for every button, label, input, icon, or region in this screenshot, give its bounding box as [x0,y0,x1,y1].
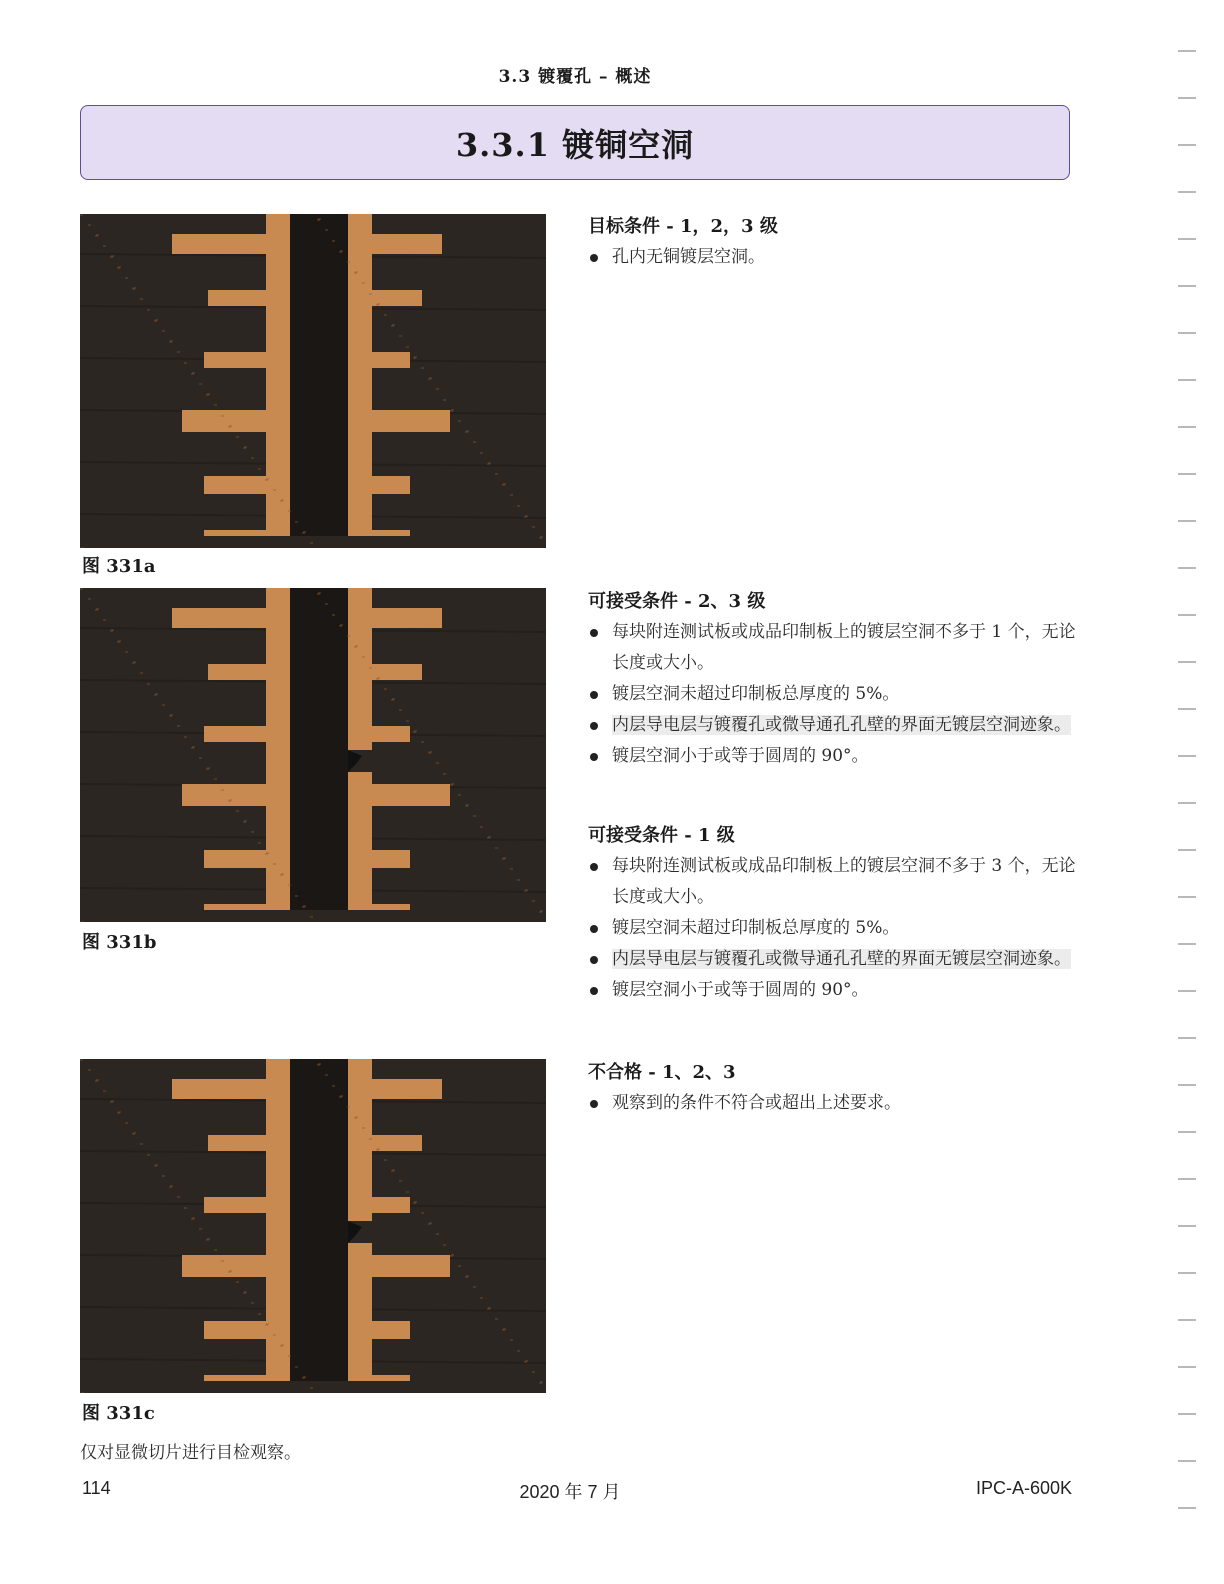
texture-speckle [221,415,224,417]
texture-speckle [214,1249,217,1251]
texture-speckle [540,536,543,538]
figure-caption-331a: 图 331a [82,556,156,577]
texture-speckle [466,804,469,806]
hole-interior [290,1059,348,1381]
texture-speckle [199,383,202,385]
texture-speckle [244,820,247,822]
texture-speckle [155,319,158,321]
hole-interior [290,214,348,536]
texture-speckle [480,1297,483,1299]
section-title-box [80,105,1070,180]
texture-speckle [281,873,284,875]
texture-speckle [340,250,343,252]
edge-mark [1178,332,1196,334]
texture-speckle [295,1366,298,1368]
acceptable-1-title: 可接受条件 - 1 级 [588,825,735,846]
texture-speckle [384,1159,387,1161]
barrel-wall-right [348,214,372,536]
texture-speckle [332,240,335,242]
texture-speckle [362,282,365,284]
texture-speckle [429,1222,432,1224]
edge-mark [1178,661,1196,663]
texture-speckle [155,693,158,695]
texture-speckle [392,1169,395,1171]
texture-speckle [429,751,432,753]
texture-speckle [310,1387,313,1389]
texture-speckle [258,842,261,844]
texture-speckle [147,1154,150,1156]
texture-speckle [510,494,513,496]
acceptable-1-item: 每块附连测试板或成品印制板上的镀层空洞不多于 3 个，无论长度或大小。 [588,851,1078,913]
texture-speckle [140,298,143,300]
barrel-wall-left [266,214,290,536]
texture-speckle [281,1344,284,1346]
texture-speckle [362,1127,365,1129]
texture-speckle [325,1074,328,1076]
texture-speckle [303,531,306,533]
texture-speckle [170,714,173,716]
texture-speckle [436,388,439,390]
texture-speckle [88,598,91,600]
texture-speckle [199,1228,202,1230]
texture-speckle [325,229,328,231]
copper-layer-right [360,608,442,628]
inspection-note: 仅对显微切片进行目检观察。 [80,1443,301,1463]
texture-speckle [495,1318,498,1320]
edge-mark [1178,990,1196,992]
texture-speckle [421,1212,424,1214]
section-title: 3.3.1 镀铜空洞 [455,125,695,164]
texture-speckle [384,688,387,690]
texture-speckle [347,261,350,263]
texture-speckle [118,266,121,268]
acceptable-1-item [588,944,1078,975]
texture-speckle [81,547,84,548]
texture-speckle [347,635,350,637]
edge-mark [1178,1178,1196,1180]
texture-speckle [96,234,99,236]
texture-speckle [162,330,165,332]
edge-mark [1178,97,1196,99]
texture-speckle [458,420,461,422]
texture-speckle [466,1275,469,1277]
texture-speckle [532,900,535,902]
texture-speckle [170,1185,173,1187]
texture-speckle [466,430,469,432]
texture-speckle [118,640,121,642]
texture-speckle [436,762,439,764]
edge-mark [1178,896,1196,898]
texture-speckle [96,608,99,610]
page-number: 114 [82,1478,111,1498]
texture-speckle [399,709,402,711]
texture-speckle [266,852,269,854]
texture-speckle [510,1339,513,1341]
highlighted-text: 内层导电层与镀覆孔或微导通孔孔壁的界面无镀层空洞迹象。 [612,949,1071,969]
texture-speckle [443,773,446,775]
micro-section-svg [80,588,546,922]
texture-speckle [355,1116,358,1118]
texture-speckle [473,441,476,443]
texture-speckle [421,367,424,369]
texture-speckle [473,1286,476,1288]
edge-mark [1178,1319,1196,1321]
highlighted-text: 内层导电层与镀覆孔或微导通孔孔壁的界面无镀层空洞迹象。 [612,715,1071,735]
texture-speckle [295,895,298,897]
edge-mark [1178,144,1196,146]
texture-speckle [184,1207,187,1209]
texture-speckle [451,409,454,411]
texture-speckle [495,473,498,475]
texture-speckle [266,478,269,480]
edge-mark [1178,708,1196,710]
nonconforming-block [588,1058,1078,1119]
edge-mark [1178,802,1196,804]
texture-speckle [429,377,432,379]
edge-mark [1178,520,1196,522]
micro-section-svg [80,1059,546,1393]
texture-speckle [236,436,239,438]
texture-speckle [406,346,409,348]
texture-speckle [80,1059,83,1061]
texture-speckle [332,1085,335,1087]
texture-speckle [369,293,372,295]
edge-mark [1178,473,1196,475]
nonconforming-title: 不合格 - 1、2、3 [588,1062,736,1083]
texture-speckle [303,1376,306,1378]
texture-speckle [399,335,402,337]
barrel-wall-right-lower [348,772,372,910]
texture-speckle [199,757,202,759]
edge-mark [1178,614,1196,616]
copper-layer-right [360,1255,450,1277]
texture-speckle [443,399,446,401]
texture-speckle [525,889,528,891]
document-id: IPC-A-600K [975,1478,1072,1498]
copper-layer-right [360,410,450,432]
texture-speckle [88,224,91,226]
page-edge-marks [1178,40,1198,1540]
texture-speckle [81,1392,84,1393]
footer-date: 2020 年 7 月 [519,1482,621,1502]
edge-mark [1178,1084,1196,1086]
figure-331a-image [80,214,546,548]
texture-speckle [155,1164,158,1166]
texture-speckle [103,245,106,247]
texture-speckle [184,736,187,738]
texture-speckle [162,1175,165,1177]
texture-speckle [251,1302,254,1304]
texture-speckle [207,393,210,395]
texture-speckle [525,1360,528,1362]
texture-speckle [473,815,476,817]
texture-speckle [406,720,409,722]
edge-mark [1178,1131,1196,1133]
texture-speckle [414,730,417,732]
barrel-wall-left [266,588,290,910]
edge-mark [1178,50,1196,52]
edge-mark [1178,1272,1196,1274]
texture-speckle [207,767,210,769]
texture-speckle [162,704,165,706]
texture-speckle [236,1281,239,1283]
edge-mark [1178,191,1196,193]
texture-speckle [495,847,498,849]
edge-mark [1178,943,1196,945]
edge-mark [1178,285,1196,287]
texture-speckle [436,1233,439,1235]
texture-speckle [325,603,328,605]
texture-speckle [214,404,217,406]
texture-speckle [258,1313,261,1315]
texture-speckle [458,1265,461,1267]
edge-mark [1178,379,1196,381]
target-condition-item: 孔内无铜镀层空洞。 [588,242,1078,273]
texture-speckle [147,309,150,311]
target-condition-title: 目标条件 - 1，2，3 级 [588,216,778,237]
texture-speckle [258,468,261,470]
edge-mark [1178,1037,1196,1039]
texture-speckle [369,1138,372,1140]
micro-section-svg [80,214,546,548]
texture-speckle [399,1180,402,1182]
texture-speckle [133,287,136,289]
texture-speckle [140,672,143,674]
acceptable-23-item [588,710,1078,741]
barrel-wall-right-upper [348,588,372,750]
texture-speckle [362,656,365,658]
texture-speckle [133,1132,136,1134]
acceptable-1-item: 镀层空洞小于或等于圆周的 90°。 [588,975,1078,1006]
edge-mark [1178,755,1196,757]
figure-caption-331c: 图 331c [82,1403,155,1424]
texture-speckle [207,1238,210,1240]
edge-mark [1178,1460,1196,1462]
texture-speckle [221,789,224,791]
barrel-wall-right-lower [348,1243,372,1381]
texture-speckle [133,661,136,663]
texture-speckle [229,799,232,801]
texture-speckle [458,794,461,796]
texture-speckle [103,1090,106,1092]
texture-speckle [229,425,232,427]
texture-speckle [332,614,335,616]
texture-speckle [525,515,528,517]
acceptable-23-item: 镀层空洞小于或等于圆周的 90°。 [588,741,1078,772]
texture-speckle [540,910,543,912]
texture-speckle [503,1328,506,1330]
texture-speckle [377,677,380,679]
edge-mark [1178,1413,1196,1415]
texture-speckle [80,214,83,216]
texture-speckle [288,884,291,886]
texture-speckle [540,1381,543,1383]
texture-speckle [392,698,395,700]
texture-speckle [111,1100,114,1102]
texture-speckle [118,1111,121,1113]
copper-layer-right [360,784,450,806]
texture-speckle [288,510,291,512]
section-header: 3.3 镀覆孔 – 概述 [498,67,652,87]
texture-speckle [421,741,424,743]
barrel-wall-right-upper [348,1059,372,1221]
acceptable-23-block [588,587,1078,772]
texture-speckle [318,218,321,220]
texture-speckle [177,725,180,727]
texture-speckle [251,831,254,833]
texture-speckle [88,1069,91,1071]
texture-speckle [340,624,343,626]
texture-speckle [236,810,239,812]
texture-speckle [244,446,247,448]
texture-speckle [251,457,254,459]
texture-speckle [170,340,173,342]
texture-speckle [125,277,128,279]
nonconforming-item: 观察到的条件不符合或超出上述要求。 [588,1088,1078,1119]
texture-speckle [273,863,276,865]
texture-speckle [140,1143,143,1145]
texture-speckle [532,1371,535,1373]
edge-mark [1178,849,1196,851]
texture-speckle [266,1323,269,1325]
texture-speckle [369,667,372,669]
texture-speckle [111,629,114,631]
texture-speckle [503,483,506,485]
texture-speckle [229,1270,232,1272]
target-condition-block [588,212,1078,273]
texture-speckle [80,588,83,590]
texture-speckle [303,905,306,907]
figure-331c-image [80,1059,546,1393]
edge-mark [1178,238,1196,240]
texture-speckle [517,879,520,881]
acceptable-23-item: 每块附连测试板或成品印制板上的镀层空洞不多于 1 个，无论长度或大小。 [588,617,1078,679]
texture-speckle [451,783,454,785]
barrel-wall-left [266,1059,290,1381]
texture-speckle [443,1244,446,1246]
texture-speckle [318,1063,321,1065]
texture-speckle [310,542,313,544]
acceptable-23-item: 镀层空洞未超过印制板总厚度的 5%。 [588,679,1078,710]
texture-speckle [281,499,284,501]
texture-speckle [480,452,483,454]
texture-speckle [177,351,180,353]
copper-layer-right [360,1079,442,1099]
edge-mark [1178,1225,1196,1227]
texture-speckle [103,619,106,621]
texture-speckle [377,1148,380,1150]
texture-speckle [488,462,491,464]
acceptable-23-title: 可接受条件 - 2、3 级 [588,591,766,612]
texture-speckle [517,1350,520,1352]
texture-speckle [384,314,387,316]
figure-331b-image [80,588,546,922]
texture-speckle [111,255,114,257]
texture-speckle [244,1291,247,1293]
texture-speckle [318,592,321,594]
texture-speckle [377,303,380,305]
texture-speckle [96,1079,99,1081]
edge-mark [1178,426,1196,428]
texture-speckle [288,1355,291,1357]
texture-speckle [273,1334,276,1336]
texture-speckle [503,857,506,859]
acceptable-1-item: 镀层空洞未超过印制板总厚度的 5%。 [588,913,1078,944]
texture-speckle [273,489,276,491]
texture-speckle [214,778,217,780]
texture-speckle [517,505,520,507]
texture-speckle [295,521,298,523]
texture-speckle [340,1095,343,1097]
texture-speckle [532,526,535,528]
copper-layer-right [360,234,442,254]
texture-speckle [81,921,84,922]
texture-speckle [355,645,358,647]
texture-speckle [347,1106,350,1108]
texture-speckle [480,826,483,828]
texture-speckle [488,1307,491,1309]
texture-speckle [177,1196,180,1198]
edge-mark [1178,567,1196,569]
texture-speckle [414,1201,417,1203]
texture-speckle [310,916,313,918]
edge-mark [1178,1507,1196,1509]
texture-speckle [510,868,513,870]
hole-interior [290,588,348,910]
texture-speckle [192,1217,195,1219]
texture-speckle [488,836,491,838]
texture-speckle [451,1254,454,1256]
texture-speckle [147,683,150,685]
texture-speckle [192,372,195,374]
texture-speckle [414,356,417,358]
texture-speckle [192,746,195,748]
texture-speckle [125,1122,128,1124]
texture-speckle [125,651,128,653]
figure-caption-331b: 图 331b [82,932,157,953]
texture-speckle [221,1260,224,1262]
texture-speckle [355,271,358,273]
edge-mark [1178,1366,1196,1368]
acceptable-1-block [588,821,1078,1006]
texture-speckle [406,1191,409,1193]
texture-speckle [392,324,395,326]
texture-speckle [184,362,187,364]
